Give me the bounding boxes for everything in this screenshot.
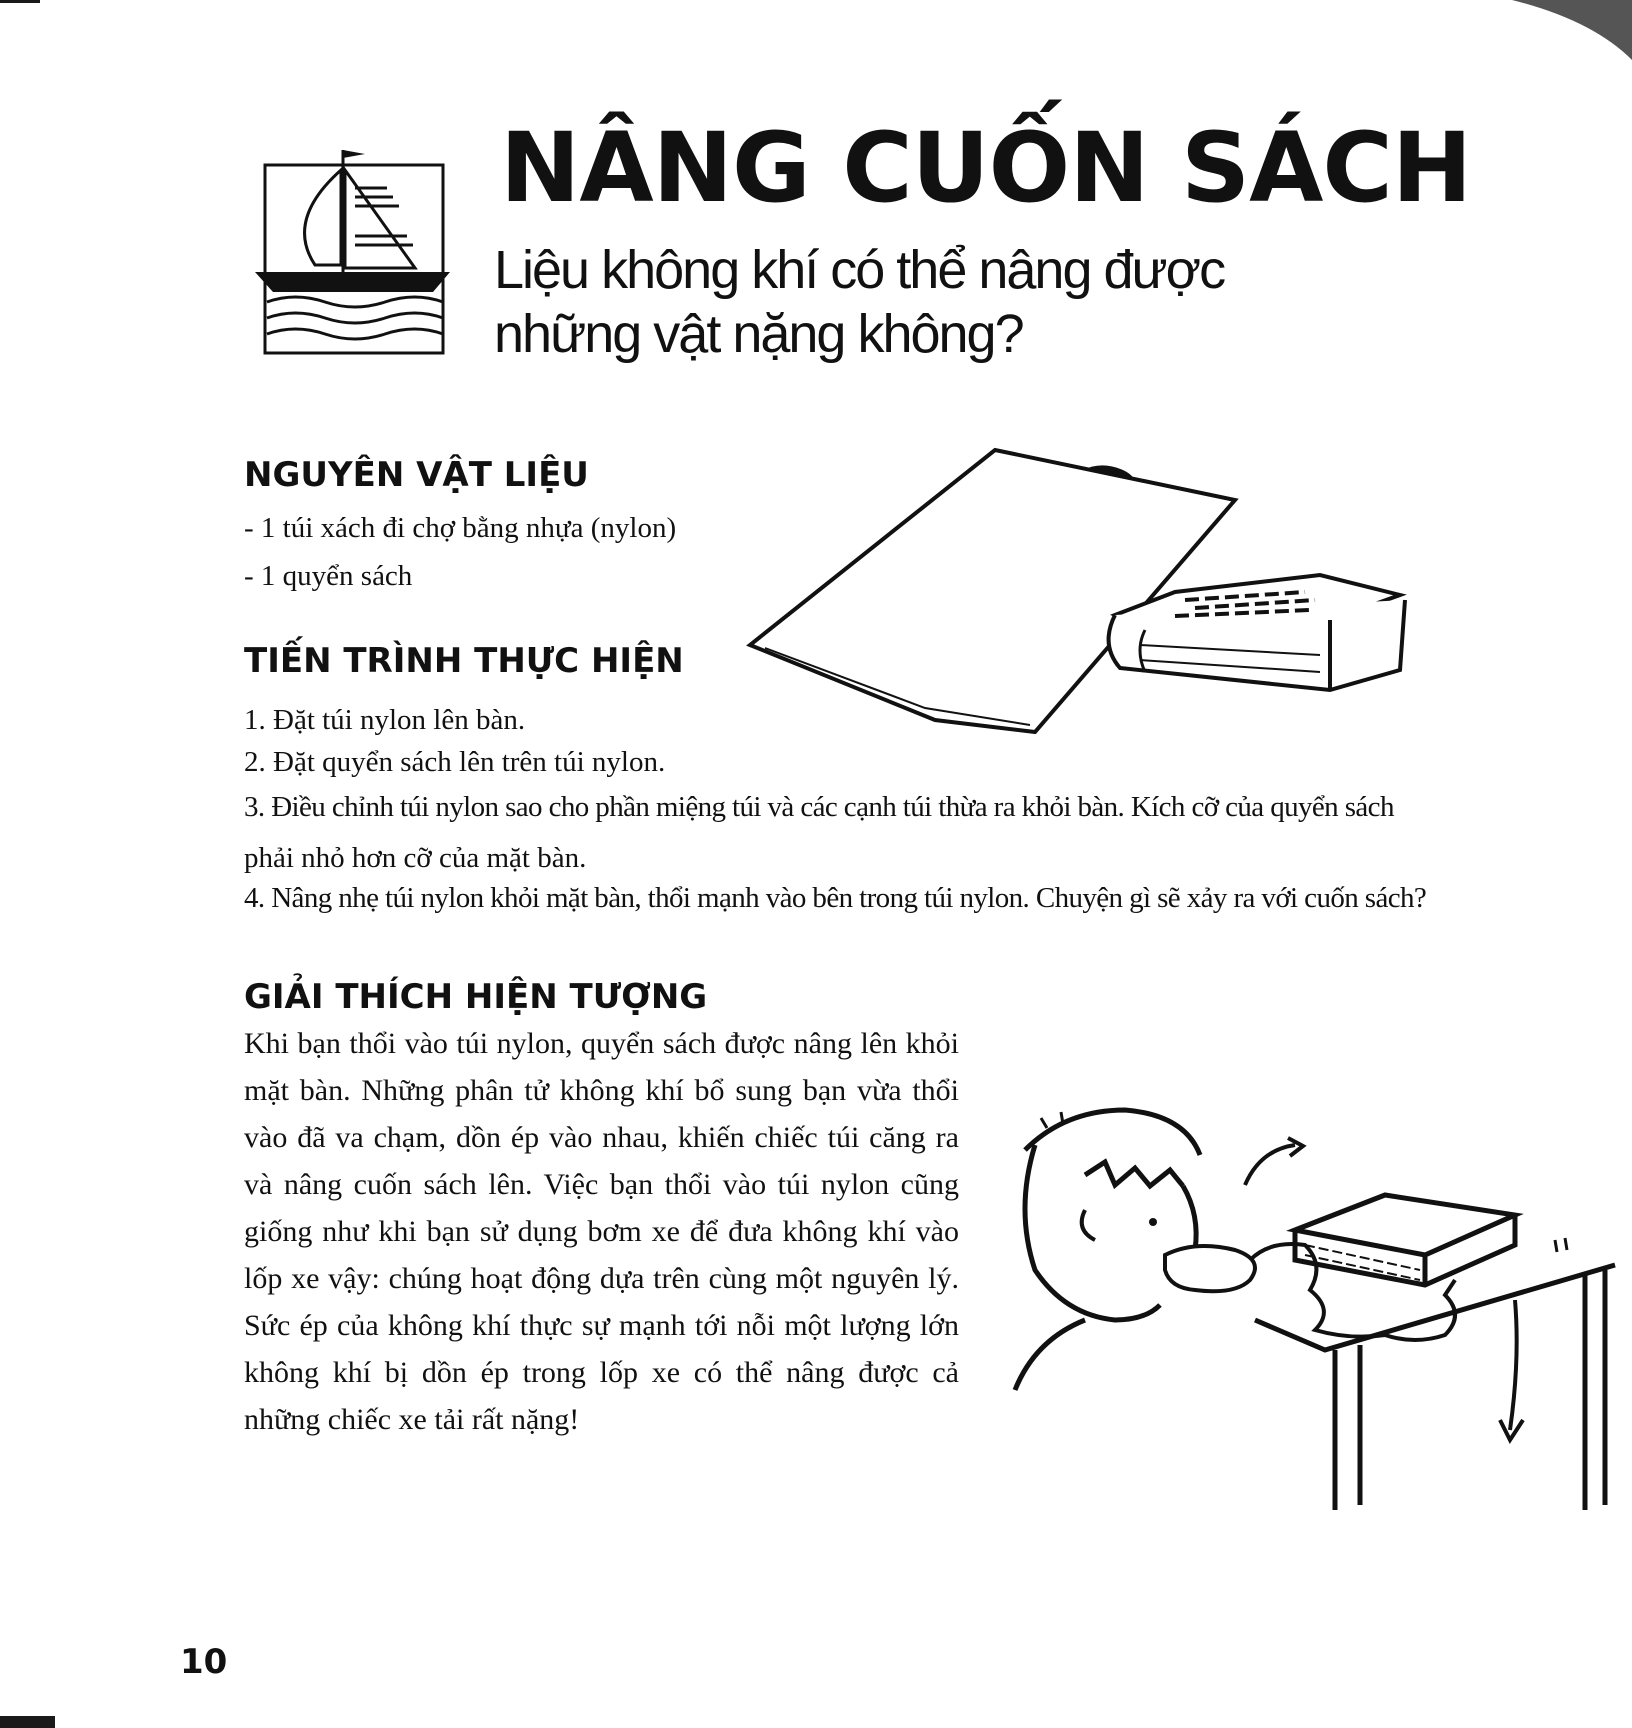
page-corner-shadow bbox=[1512, 0, 1632, 60]
procedure-step: 1. Đặt túi nylon lên bàn. bbox=[244, 704, 526, 736]
explanation-text: Khi bạn thổi vào túi nylon, quyển sách được nâng lên khỏi mặt bàn. Những phân tử không khí bổ sung bạn vừa thổi vào đã va chạm, dồn ép vào nhau, khiến chiếc túi căng ra và nâng cuốn sách lên. Việc bạn thổi vào túi nylon cũng giống như khi bạn sử dụng bơm xe để đưa không khí vào lốp xe vậy: chúng hoạt động dựa trên cùng một nguyên lý. Sức ép của không khí thực sự mạnh tới nỗi một lượng lớn không khí bị dồn ép trong lốp xe có thể nâng được cả những chiếc xe tải rất nặng! bbox=[244, 1027, 959, 1436]
explanation-heading: GIẢI THÍCH HIỆN TƯỢNG bbox=[244, 977, 708, 1017]
materials-item: - 1 quyển sách bbox=[244, 560, 413, 592]
materials-item: - 1 túi xách đi chợ bằng nhựa (nylon) bbox=[244, 512, 677, 544]
procedure-step: 2. Đặt quyển sách lên trên túi nylon. bbox=[244, 746, 666, 778]
scan-edge-top bbox=[0, 0, 40, 3]
sailboat-icon bbox=[255, 140, 450, 355]
procedure-step: phải nhỏ hơn cỡ của mặt bàn. bbox=[244, 842, 587, 874]
page-number: 10 bbox=[180, 1642, 228, 1682]
page-subtitle bbox=[494, 238, 1224, 366]
boy-blowing-bag-illustration bbox=[995, 1090, 1625, 1520]
bag-and-book-illustration bbox=[745, 440, 1475, 740]
scan-edge-bottom bbox=[0, 1716, 55, 1728]
page-title: NÂNG CUỐN SÁCH bbox=[500, 112, 1472, 224]
procedure-step: 3. Điều chỉnh túi nylon sao cho phần miệng túi và các cạnh túi thừa ra khỏi bàn. Kích cỡ của quyển sách bbox=[244, 791, 1394, 823]
subtitle-line: những vật nặng không? bbox=[494, 304, 1023, 364]
materials-heading: NGUYÊN VẬT LIỆU bbox=[244, 455, 589, 495]
procedure-heading: TIẾN TRÌNH THỰC HIỆN bbox=[244, 641, 684, 681]
subtitle-line: Liệu không khí có thể nâng được bbox=[494, 240, 1225, 300]
procedure-step: 4. Nâng nhẹ túi nylon khỏi mặt bàn, thổi mạnh vào bên trong túi nylon. Chuyện gì sẽ xảy ra với cuốn sách? bbox=[244, 882, 1427, 914]
